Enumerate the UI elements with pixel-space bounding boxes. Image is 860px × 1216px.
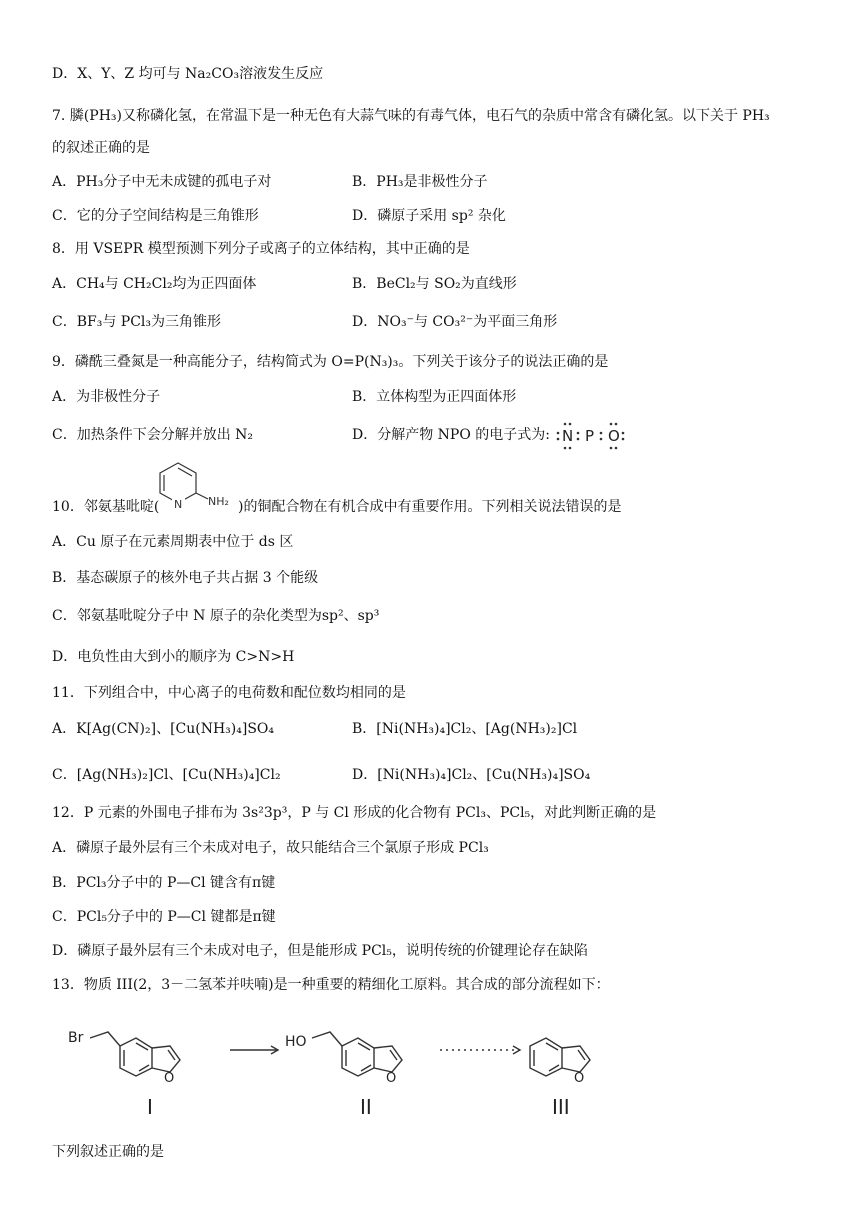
q9-option-d: D．分解产物 NPO 的电子式为: — [352, 427, 550, 443]
q7-stem-line2: 的叙述正确的是 — [52, 140, 150, 156]
q13-prompt: 下列叙述正确的是 — [52, 1144, 164, 1160]
q7-option-d: D．磷原子采用 sp² 杂化 — [352, 208, 506, 224]
q12-option-a: A．磷原子最外层有三个未成对电子，故只能结合三个氯原子形成 PCl₃ — [52, 840, 489, 856]
npo-o: O — [608, 427, 620, 445]
compound-iii-o: O — [574, 1071, 585, 1086]
amino-group: NH₂ — [208, 495, 229, 508]
compound-label-i: I — [147, 1095, 153, 1119]
q12-stem: 12．P 元素的外围电子排布为 3s²3p³，P 与 Cl 形成的化合物有 PCl₃、PCl₅，对此判断正确的是 — [52, 805, 657, 821]
synthesis-scheme — [60, 1010, 640, 1125]
q10-option-a: A．Cu 原子在元素周期表中位于 ds 区 — [52, 534, 294, 550]
q9-option-a: A．为非极性分子 — [52, 389, 161, 405]
q11-option-a: A．K[Ag(CN)₂]、[Cu(NH₃)₄]SO₄ — [52, 721, 275, 737]
q9-option-b: B．立体构型为正四面体形 — [352, 389, 517, 405]
q11-option-b: B．[Ni(NH₃)₄]Cl₂、[Ag(NH₃)₂]Cl — [352, 721, 578, 737]
npo-n: N — [562, 427, 574, 445]
compound-label-iii: III — [552, 1095, 570, 1119]
aminopyridine-structure — [152, 455, 238, 517]
q8-stem: 8．用 VSEPR 模型预测下列分子或离子的立体结构，其中正确的是 — [52, 241, 470, 257]
q10-option-d: D．电负性由大到小的顺序为 C>N>H — [52, 649, 295, 665]
q13-stem: 13．物质 III(2，3－二氢苯并呋喃)是一种重要的精细化工原料。其合成的部分流程如下： — [52, 977, 610, 993]
q7-option-c: C．它的分子空间结构是三角锥形 — [52, 208, 259, 224]
compound-label-ii: II — [360, 1095, 372, 1119]
q12-option-b: B．PCl₃分子中的 P—Cl 键含有π键 — [52, 875, 276, 891]
q7-option-a: A．PH₃分子中无未成键的孤电子对 — [52, 174, 272, 190]
q8-option-c: C．BF₃与 PCl₃为三角锥形 — [52, 314, 221, 330]
npo-p: P — [585, 427, 595, 445]
q12-option-d: D．磷原子最外层有三个未成对电子，但是能形成 PCl₅，说明传统的价键理论存在缺陷 — [52, 943, 588, 959]
npo-electron-formula — [556, 418, 636, 454]
q7-option-b: B．PH₃是非极性分子 — [352, 174, 488, 190]
q11-stem: 11．下列组合中，中心离子的电荷数和配位数均相同的是 — [52, 685, 406, 701]
q8-option-b: B．BeCl₂与 SO₂为直线形 — [352, 276, 517, 292]
q10-stem-prefix: 10．邻氨基吡啶( — [52, 499, 160, 515]
q10-option-c: C．邻氨基吡啶分子中 N 原子的杂化类型为sp²、sp³ — [52, 608, 380, 624]
q6-option-d: D．X、Y、Z 均可与 Na₂CO₃溶液发生反应 — [52, 66, 324, 82]
compound-i-o: O — [164, 1071, 175, 1086]
pyridine-n: N — [174, 498, 183, 511]
q11-option-d: D．[Ni(NH₃)₄]Cl₂、[Cu(NH₃)₄]SO₄ — [352, 767, 591, 783]
q10-option-b: B．基态碳原子的核外电子共占据 3 个能级 — [52, 570, 319, 586]
compound-i-br: Br — [68, 1030, 84, 1046]
compound-ii-o: O — [386, 1071, 397, 1086]
compound-ii-ho: HO — [285, 1034, 307, 1050]
q8-option-a: A．CH₄与 CH₂Cl₂均为正四面体 — [52, 276, 257, 292]
q10-stem-suffix: )的铜配合物在有机合成中有重要作用。下列相关说法错误的是 — [238, 499, 622, 515]
q11-option-c: C．[Ag(NH₃)₂]Cl、[Cu(NH₃)₄]Cl₂ — [52, 767, 281, 783]
q9-stem: 9．磷酰三叠氮是一种高能分子，结构简式为 O=P(N₃)₃。下列关于该分子的说法正确的是 — [52, 354, 609, 370]
q8-option-d: D．NO₃⁻与 CO₃²⁻为平面三角形 — [352, 314, 558, 330]
q7-stem-line1: 7. 膦(PH₃)又称磷化氢，在常温下是一种无色有大蒜气味的有毒气体，电石气的杂质中常含有磷化氢。以下关于 PH₃ — [52, 108, 770, 124]
q9-option-c: C．加热条件下会分解并放出 N₂ — [52, 427, 254, 443]
q12-option-c: C．PCl₅分子中的 P—Cl 键都是π键 — [52, 909, 276, 925]
